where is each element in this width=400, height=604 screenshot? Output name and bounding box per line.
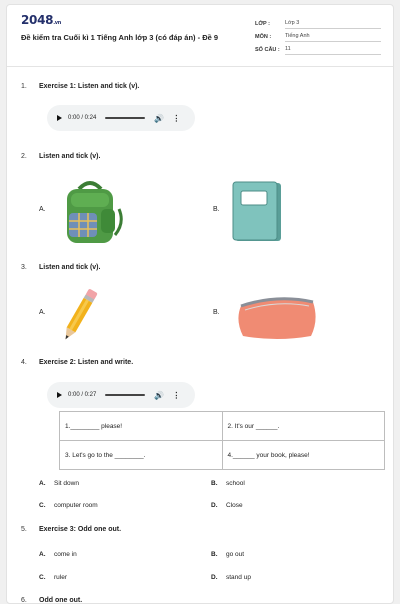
document-title: Đề kiểm tra Cuối kì 1 Tiếng Anh lớp 3 (có đáp án) - Đề 9 xyxy=(21,33,219,42)
play-icon[interactable] xyxy=(57,115,62,121)
notebook-image xyxy=(229,179,285,245)
pencil-case-image xyxy=(235,292,319,342)
table-cell: 3. Let's go to the ________. xyxy=(60,441,223,470)
answer-option-c[interactable]: C. ruler xyxy=(39,574,68,581)
answer-option-b[interactable]: B. school xyxy=(211,480,245,487)
question-1: 1. Exercise 1: Listen and tick (v). xyxy=(21,83,140,90)
answer-option-a[interactable]: A. Sit down xyxy=(39,480,79,487)
question-6: 6. Odd one out. xyxy=(21,597,83,604)
meta-row-subject: MÔN : Tiếng Anh xyxy=(255,29,381,42)
worksheet-header xyxy=(7,5,393,67)
answer-option-a[interactable]: A. come in xyxy=(39,551,77,558)
audio-time: 0:00 / 0:24 xyxy=(68,115,97,121)
answer-option-b[interactable]: B. go out xyxy=(211,551,245,558)
play-icon[interactable] xyxy=(57,392,62,398)
answer-option-c[interactable]: C. computer room xyxy=(39,502,98,509)
table-cell: 2. It's our ______. xyxy=(222,412,385,441)
table-row xyxy=(60,412,385,441)
option-b-label: B. xyxy=(213,206,220,213)
audio-progress-bar[interactable] xyxy=(105,394,145,396)
table-row xyxy=(60,441,385,470)
audio-time: 0:00 / 0:27 xyxy=(68,392,97,398)
table-cell: 4.______ your book, please! xyxy=(222,441,385,470)
answer-option-d[interactable]: D. stand up xyxy=(211,574,251,581)
volume-icon[interactable]: 🔊 xyxy=(154,113,165,123)
question-3: 3. Listen and tick (v). xyxy=(21,264,101,271)
pencil-image xyxy=(57,285,101,347)
option-a-label: A. xyxy=(39,309,46,316)
worksheet-page xyxy=(6,4,394,604)
option-b-label: B. xyxy=(213,309,220,316)
meta-info xyxy=(255,16,381,55)
answer-option-d[interactable]: D. Close xyxy=(211,502,243,509)
backpack-image xyxy=(55,179,125,247)
audio-player-2[interactable] xyxy=(47,382,195,408)
question-2: 2. Listen and tick (v). xyxy=(21,153,101,160)
table-cell: 1.________ please! xyxy=(60,412,223,441)
volume-icon[interactable]: 🔊 xyxy=(154,390,165,400)
option-a-label: A. xyxy=(39,206,46,213)
question-5: 5. Exercise 3: Odd one out. xyxy=(21,526,122,533)
site-logo[interactable]: 2048.vn xyxy=(21,13,62,27)
fill-in-table xyxy=(59,411,385,470)
meta-row-class: LỚP : Lớp 3 xyxy=(255,16,381,29)
audio-player-1[interactable] xyxy=(47,105,195,131)
meta-row-count: SỐ CÂU : 11 xyxy=(255,42,381,55)
more-icon[interactable]: ⋮ xyxy=(172,390,181,400)
audio-progress-bar[interactable] xyxy=(105,117,145,119)
more-icon[interactable]: ⋮ xyxy=(172,113,181,123)
question-4: 4. Exercise 2: Listen and write. xyxy=(21,359,134,366)
